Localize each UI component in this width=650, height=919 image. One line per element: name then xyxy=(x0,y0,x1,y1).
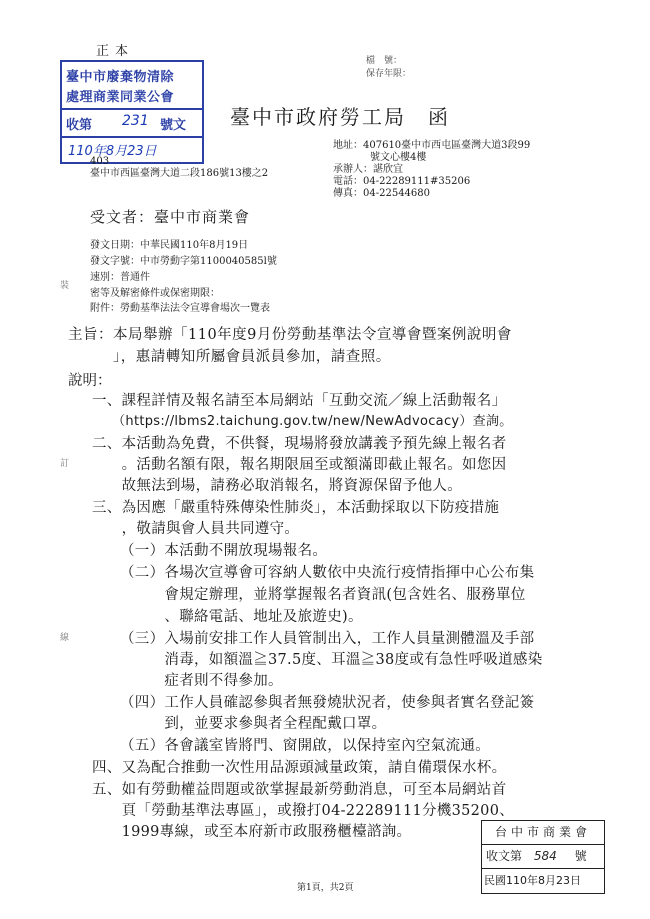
attachment: 附件：勞動基準法法令宣導會場次一覽表 xyxy=(90,303,270,314)
item-line: 三、為因應「嚴重特殊傳染性肺炎」，本活動採取以下防疫措施 xyxy=(92,500,500,516)
stamp-org-line1: 臺中市廢棄物清除 xyxy=(66,70,175,85)
item-line: （四）工作人員確認參與者無發燒狀況者，使參與者實名登記簽 xyxy=(120,695,535,711)
item-line: ，敬請與會人員共同遵守。 xyxy=(92,521,300,537)
binding-mark-top: 裝 xyxy=(60,281,70,291)
item-line: 1999專線，或至本府新市政服務櫃檯諮詢。 xyxy=(92,824,412,840)
binding-mark-bottom: 線 xyxy=(60,633,70,643)
item-line: 四、又為配合推動一次性用品源頭減量政策，請自備環保水杯。 xyxy=(92,760,507,776)
stamp-date: 110年8月23日 xyxy=(68,144,157,159)
delivery-speed: 速別：普通件 xyxy=(90,272,150,283)
contact-address-line1: 地址：407610臺中市西屯區臺灣大道3段99 xyxy=(333,140,531,151)
archive-number-label: 檔 號： xyxy=(366,56,403,66)
issue-date: 發文日期：中華民國110年8月19日 xyxy=(90,240,249,251)
item-line: （三）入場前安排工作人員管制出入，工作人員量測體溫及手部 xyxy=(120,631,535,647)
sender-address: 臺中市西區臺灣大道二段186號13樓之2 xyxy=(90,168,269,179)
sender-zip: 403 xyxy=(90,156,110,167)
stamp-receipt-label: 收第 xyxy=(66,118,93,133)
item-line: 。活動名額有限，報名期限屆至或額滿即截止報名。如您因 xyxy=(92,457,507,473)
item-line: 一、課程詳情及報名請至本局網站「互動交流／線上活動報名」 xyxy=(92,393,507,409)
issue-number: 發文字號：中市勞動字第1100040585l號 xyxy=(90,256,277,267)
stamp-org-line2: 處理商業同業公會 xyxy=(66,90,175,105)
item-line: 五、如有勞動權益問題或欲掌握最新勞動消息，可至本局網站首 xyxy=(92,782,507,798)
chamber-receipt-stamp xyxy=(481,820,605,894)
stamp2-receipt-suffix: 號 xyxy=(574,849,587,863)
item-line: （https://lbms2.taichung.gov.tw/new/NewAdvocacy）查詢。 xyxy=(92,414,513,429)
stamp2-org: 台中市商業會 xyxy=(482,821,604,845)
subject-line1: 主旨：本局舉辦「110年度9月份勞動基準法令宣導會暨案例說明會 xyxy=(68,327,512,343)
explain-label: 說明： xyxy=(68,373,112,389)
item-line: （五）各會議室皆將門、窗開啟，以保持室內空氣流通。 xyxy=(120,738,490,754)
stamp-receipt-suffix: 號文 xyxy=(160,118,187,133)
item-line: 到，並要求參與者全程配戴口罩。 xyxy=(120,716,387,732)
receiving-stamp xyxy=(60,60,204,164)
binding-mark-middle: 訂 xyxy=(60,459,70,469)
item-line: 、聯絡電話、地址及旅遊史)。 xyxy=(120,609,363,625)
stamp2-receipt-number: 584 xyxy=(533,849,557,863)
item-line: 症者則不得參加。 xyxy=(120,673,283,689)
contact-fax: 傳真：04-22544680 xyxy=(333,188,431,199)
stamp2-receipt-label: 收文第 xyxy=(486,849,523,863)
contact-handler: 承辦人：諶欣宜 xyxy=(333,164,403,175)
stamp-receipt-number: 231 xyxy=(122,113,149,129)
subject-line2: 」，惠請轉知所屬會員派員參加，請查照。 xyxy=(68,349,391,365)
stamp2-receipt-row xyxy=(482,845,604,869)
item-line: （一）本活動不開放現場報名。 xyxy=(120,543,328,559)
agency-title: 臺中市政府勞工局 函 xyxy=(230,105,450,129)
contact-phone: 電話：04-22289111#35206 xyxy=(333,176,471,187)
item-line: 會規定辦理，並將掌握報名者資訊(包含姓名、服務單位 xyxy=(120,587,526,603)
item-line: 二、本活動為免費，不供餐，現場將發放講義予預先線上報名者 xyxy=(92,436,507,452)
subject xyxy=(68,324,512,368)
page-number: 第1頁，共2頁 xyxy=(297,883,354,893)
item-line: 故無法到場，請務必取消報名，將資源保留予他人。 xyxy=(92,478,462,494)
recipient: 受文者：臺中市商業會 xyxy=(90,208,251,226)
contact-block xyxy=(333,140,530,200)
item-line: （二）各場次宣導會可容納人數依中央流行疫情指揮中心公布集 xyxy=(120,565,535,581)
retention-label: 保存年限： xyxy=(366,69,412,79)
item-line: 消毒，如額溫≧37.5度、耳溫≧38度或有急性呼吸道感染 xyxy=(120,652,543,668)
stamp2-date: 民國110年8月23日 xyxy=(484,874,581,887)
contact-address-line2: 號文心樓4樓 xyxy=(370,152,427,163)
security-level: 密等及解密條件或保密期限： xyxy=(90,288,220,299)
copy-mark: 正本 xyxy=(96,44,135,59)
stamp-receipt-row xyxy=(62,108,202,138)
item-line: 頁「勞動基準法專區」，或撥打04-22289111分機35200、 xyxy=(92,803,515,819)
